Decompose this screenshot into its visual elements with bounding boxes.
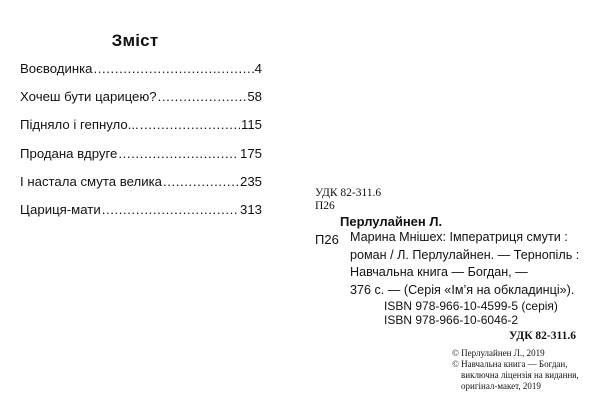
udk-code-bottom: УДК 82-311.6 [509,330,576,342]
toc-leader-dots [102,202,239,217]
description-line: роман / Л. Перлулайнен. — Тернопіль : [350,247,580,262]
toc-entry-page: 58 [247,89,262,105]
toc-entry [20,61,262,76]
toc-entry-page: 313 [239,201,262,217]
description-line: 376 с. — (Серія «Ім’я на обкладинці»). [350,282,575,297]
toc-entry-title: Продана вдруге [20,145,118,161]
isbn-series: ISBN 978-966-10-4599-5 (серія) [384,299,558,313]
toc-entry-title: І настала смута велика [20,173,162,189]
toc-entry [20,89,262,104]
toc-leader-dots [163,174,239,189]
toc-title: Зміст [111,31,159,50]
toc-entry-title: Воєводинка [20,61,93,76]
toc-entry [20,146,262,161]
isbn-book: ISBN 978-966-10-6046-2 [384,313,519,327]
copyright-layout: оригінал-макет, 2019 [461,381,541,391]
catalog-description [350,229,582,299]
author-code-side: П26 [315,232,339,247]
toc-entry-title: Цариця-мати [20,201,101,217]
author-code-top: П26 [315,200,335,212]
description-line: Навчальна книга — Богдан, — [350,265,528,280]
copyright-publisher: © Навчальна книга — Богдан, [452,359,568,369]
toc-leader-dots [140,117,240,132]
toc-entry [20,117,262,132]
toc-leader-dots [94,61,254,76]
copyright-block [452,348,579,392]
toc-entry [20,174,262,189]
copyright-author: © Перлулайнен Л., 2019 [452,348,545,358]
toc-entry [20,202,262,217]
udk-code-top: УДК 82-311.6 [315,187,382,199]
toc-leader-dots [158,89,247,104]
toc-entry-title: Підняло і гепнуло... [20,117,139,133]
catalog-author: Перлулайнен Л. [340,214,443,229]
toc-entry-page: 4 [254,61,262,76]
toc-entry-page: 115 [240,117,262,133]
description-line: Марина Мнішех: Імператриця смути : [350,230,568,244]
table-of-contents [20,61,262,230]
toc-entry-title: Хочеш бути царицею? [20,89,157,105]
toc-entry-page: 235 [239,173,262,189]
toc-entry-page: 175 [239,145,262,161]
copyright-license: виключна ліцензія на видання, [461,370,579,380]
toc-leader-dots [118,146,239,161]
